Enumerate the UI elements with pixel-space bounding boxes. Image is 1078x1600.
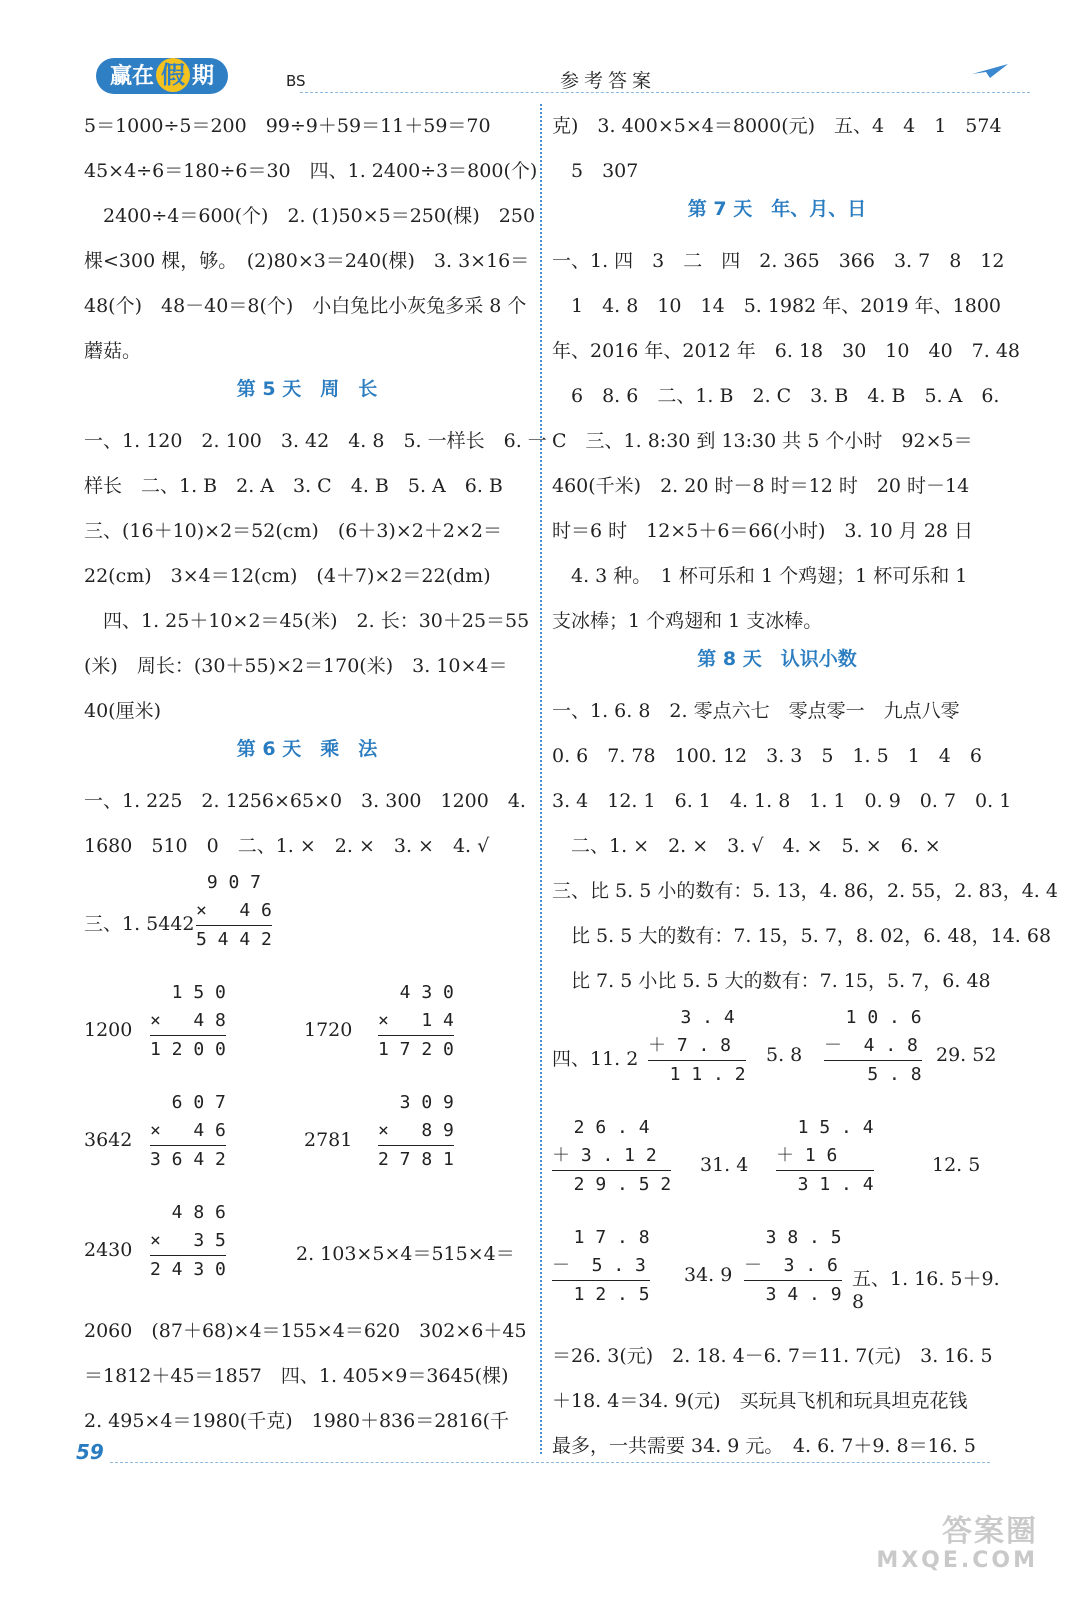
- calc-line: 3 4 . 9: [744, 1284, 842, 1305]
- calc-line: － 3 . 6: [744, 1255, 838, 1276]
- text-line: ＋18. 4＝34. 9(元) 买玩具飞机和玩具坦克花钱: [552, 1390, 968, 1412]
- brand-text-b: 期: [192, 64, 215, 89]
- brand-text-big: 假: [156, 58, 190, 92]
- calc-line: 4 3 0: [378, 982, 454, 1003]
- vertical-calculation: [378, 979, 454, 1064]
- brand-logo: [96, 58, 228, 94]
- calc-row: [84, 979, 530, 1089]
- calc-line: × 4 6: [196, 900, 272, 921]
- text-line: ＝1812＋45＝1857 四、1. 405×9＝3645(棵): [84, 1365, 509, 1387]
- calc-line: × 1 4: [378, 1010, 454, 1031]
- calc-line: 2 6 . 4: [552, 1117, 650, 1138]
- calc-line: 1 5 . 4: [776, 1117, 874, 1138]
- section-title-day6: 第 6 天 乘 法: [236, 738, 378, 760]
- calc-row: [552, 1224, 1002, 1334]
- vertical-calculation: [776, 1114, 874, 1199]
- calc-line: － 4 . 8: [824, 1035, 918, 1056]
- calc-row: [84, 869, 530, 979]
- text-line: 1 4. 8 10 14 5. 1982 年、2019 年、1800: [552, 295, 1002, 317]
- text-line: 年、2016 年、2012 年 6. 18 30 10 40 7. 48: [552, 340, 1021, 362]
- header-rule: [300, 92, 1030, 93]
- calc-line: 1 5 0: [150, 982, 226, 1003]
- section-title-day7: 第 7 天 年、月、日: [687, 198, 867, 220]
- calc-line: 1 7 . 8: [552, 1227, 650, 1248]
- text-line: 二、1. × 2. × 3. √ 4. × 5. × 6. ×: [552, 835, 941, 857]
- calc-line: ＋ 1 6: [776, 1145, 838, 1166]
- calc-line: ＋ 7 . 8: [648, 1035, 732, 1056]
- text-line: 时＝6 时 12×5＋6＝66(小时) 3. 10 月 28 日: [552, 520, 974, 542]
- calc-label: 三、1. 5442: [84, 913, 195, 935]
- calc-line: 2 4 3 0: [150, 1259, 226, 1280]
- calc-line: － 5 . 3: [552, 1255, 646, 1276]
- calc-label: 12. 5: [932, 1154, 981, 1176]
- text-line: C 三、1. 8:30 到 13:30 共 5 个小时 92×5＝: [552, 430, 973, 452]
- page-header: [70, 54, 1030, 100]
- right-block-a: [552, 104, 1002, 194]
- calc-label: 5. 8: [766, 1044, 803, 1066]
- text-line: 蘑菇。: [84, 340, 142, 362]
- paper-plane-icon: [970, 62, 1010, 80]
- text-line: 460(千米) 2. 20 时－8 时＝12 时 20 时－14: [552, 475, 970, 497]
- calc-line: 6 0 7: [150, 1092, 226, 1113]
- vertical-calculation: [648, 1004, 746, 1089]
- text-line: 5 307: [552, 160, 639, 182]
- text-line: 45×4÷6＝180÷6＝30 四、1. 2400÷3＝800(个): [84, 160, 538, 182]
- text-line: 2060 (87＋68)×4＝155×4＝620 302×6＋45: [84, 1320, 527, 1342]
- calc-line: × 4 6: [150, 1120, 226, 1141]
- text-line: 棵<300 棵，够。 (2)80×3＝240(棵) 3. 3×16＝: [84, 250, 530, 272]
- right-block-d: [552, 1334, 1002, 1469]
- calc-label: 1200: [84, 1019, 133, 1041]
- text-line: 5＝1000÷5＝200 99÷9＋59＝11＋59＝70: [84, 115, 491, 137]
- text-line: 48(个) 48－40＝8(个) 小白兔比小灰兔多采 8 个: [84, 295, 527, 317]
- calc-row: [84, 1199, 530, 1309]
- calc-label: 1720: [304, 1019, 353, 1041]
- left-column: [84, 104, 547, 1444]
- calc-side-text: 2. 103×5×4＝515×4＝: [296, 1243, 515, 1265]
- calc-line: 1 2 . 5: [552, 1284, 650, 1305]
- text-line: 三、比 5. 5 小的数有：5. 13，4. 86，2. 55，2. 83，4. 4: [552, 880, 1058, 902]
- vertical-calculation: [150, 1199, 226, 1284]
- text-line: 三、(16＋10)×2＝52(cm) (6＋3)×2＋2×2＝: [84, 520, 502, 542]
- right-block-c: [552, 689, 1058, 1004]
- calc-row: [84, 1089, 530, 1199]
- text-line: 克) 3. 400×5×4＝8000(元) 五、4 4 1 574: [552, 115, 1002, 137]
- calc-line: 3 1 . 4: [776, 1174, 874, 1195]
- calc-line: 1 7 2 0: [378, 1039, 454, 1060]
- left-block-c: [84, 779, 530, 869]
- calc-line: 9 0 7: [196, 872, 262, 893]
- text-line: 四、1. 25＋10×2＝45(米) 2. 长：30＋25＝55: [84, 610, 530, 632]
- text-line: 支冰棒；1 个鸡翅和 1 支冰棒。: [552, 610, 823, 632]
- text-line: 一、1. 四 3 二 四 2. 365 366 3. 7 8 12: [552, 250, 1005, 272]
- right-block-b: [552, 239, 1021, 644]
- vertical-calculation: [552, 1114, 671, 1199]
- calc-label: 2781: [304, 1129, 353, 1151]
- column-divider: [540, 104, 542, 1454]
- calc-row: [552, 1004, 1002, 1114]
- text-line: 比 5. 5 大的数有：7. 15，5. 7，8. 02，6. 48，14. 68: [552, 925, 1052, 947]
- calc-line: 5 4 4 2: [196, 929, 272, 950]
- text-line: ＝26. 3(元) 2. 18. 4－6. 7＝11. 7(元) 3. 16. 5: [552, 1345, 993, 1367]
- calc-label: 34. 9: [684, 1264, 733, 1286]
- calc-label: 2430: [84, 1239, 133, 1261]
- text-line: 6 8. 6 二、1. B 2. C 3. B 4. B 5. A 6.: [552, 385, 1000, 407]
- calc-line: 3 8 . 5: [744, 1227, 842, 1248]
- calc-label: 31. 4: [700, 1154, 749, 1176]
- calc-label: 四、11. 2: [552, 1048, 639, 1070]
- text-line: 最多，一共需要 34. 9 元。 4. 6. 7＋9. 8＝16. 5: [552, 1435, 976, 1457]
- text-line: 一、1. 6. 8 2. 零点六七 零点零一 九点八零: [552, 700, 960, 722]
- calc-line: 4 8 6: [150, 1202, 226, 1223]
- left-block-d: [84, 1309, 530, 1444]
- vertical-calculation: [824, 1004, 922, 1089]
- page-number: 59: [76, 1440, 104, 1464]
- calc-line: 3 6 4 2: [150, 1149, 226, 1170]
- brand-text-a: 赢在: [110, 64, 155, 89]
- text-line: 22(cm) 3×4＝12(cm) (4＋7)×2＝22(dm): [84, 565, 491, 587]
- calc-row: [552, 1114, 1002, 1224]
- right-column: [552, 104, 1058, 1469]
- section-title-day8: 第 8 天 认识小数: [697, 648, 857, 670]
- calc-line: × 8 9: [378, 1120, 454, 1141]
- text-line: 4. 3 种。 1 杯可乐和 1 个鸡翅；1 杯可乐和 1: [552, 565, 968, 587]
- calc-line: 5 . 8: [824, 1064, 922, 1085]
- calc-line: 3 . 4: [648, 1007, 735, 1028]
- calc-line: 1 2 0 0: [150, 1039, 226, 1060]
- vertical-calculation: [150, 1089, 226, 1174]
- calc-label: 3642: [84, 1129, 133, 1151]
- calc-line: 3 0 9: [378, 1092, 454, 1113]
- footer-rule: [110, 1462, 990, 1463]
- text-line: 2. 495×4＝1980(千克) 1980＋836＝2816(千: [84, 1410, 510, 1432]
- text-line: 3. 4 12. 1 6. 1 4. 1. 8 1. 1 0. 9 0. 7 0. 1: [552, 790, 1012, 812]
- text-line: 比 7. 5 小比 5. 5 大的数有：7. 15，5. 7，6. 48: [552, 970, 991, 992]
- text-line: 一、1. 120 2. 100 3. 42 4. 8 5. 一样长 6. 一: [84, 430, 547, 452]
- calc-line: ＋ 3 . 1 2: [552, 1145, 657, 1166]
- calc-line: 2 7 8 1: [378, 1149, 454, 1170]
- text-line: (米) 周长：(30＋55)×2＝170(米) 3. 10×4＝: [84, 655, 508, 677]
- left-block-b: [84, 419, 547, 734]
- page-title: 参考答案: [560, 70, 657, 92]
- text-line: 一、1. 225 2. 1256×65×0 3. 300 1200 4.: [84, 790, 526, 812]
- calc-line: 1 0 . 6: [824, 1007, 922, 1028]
- calc-label: 29. 52: [936, 1044, 997, 1066]
- text-line: 1680 510 0 二、1. × 2. × 3. × 4. √: [84, 835, 490, 857]
- edition-label: BS: [286, 72, 306, 90]
- calc-line: × 4 8: [150, 1010, 226, 1031]
- calc-line: 1 1 . 2: [648, 1064, 746, 1085]
- vertical-calculation: [378, 1089, 454, 1174]
- calc-line: 2 9 . 5 2: [552, 1174, 672, 1195]
- vertical-calculation: [744, 1224, 842, 1309]
- left-block-a: [84, 104, 538, 374]
- calc-line: × 3 5: [150, 1230, 226, 1251]
- vertical-calculation: [552, 1224, 650, 1309]
- calc-side-text: 五、1. 16. 5＋9. 8: [852, 1268, 1000, 1313]
- vertical-calculation: [150, 979, 226, 1064]
- watermark-logo: 答案圈: [942, 1514, 1038, 1549]
- vertical-calculation: [196, 869, 272, 954]
- watermark-url: MXQE.COM: [876, 1548, 1038, 1573]
- text-line: 样长 二、1. B 2. A 3. C 4. B 5. A 6. B: [84, 475, 503, 497]
- text-line: 0. 6 7. 78 100. 12 3. 3 5 1. 5 1 4 6: [552, 745, 982, 767]
- section-title-day5: 第 5 天 周 长: [236, 378, 378, 400]
- text-line: 2400÷4＝600(个) 2. (1)50×5＝250(棵) 250: [84, 205, 536, 227]
- text-line: 40(厘米): [84, 700, 162, 722]
